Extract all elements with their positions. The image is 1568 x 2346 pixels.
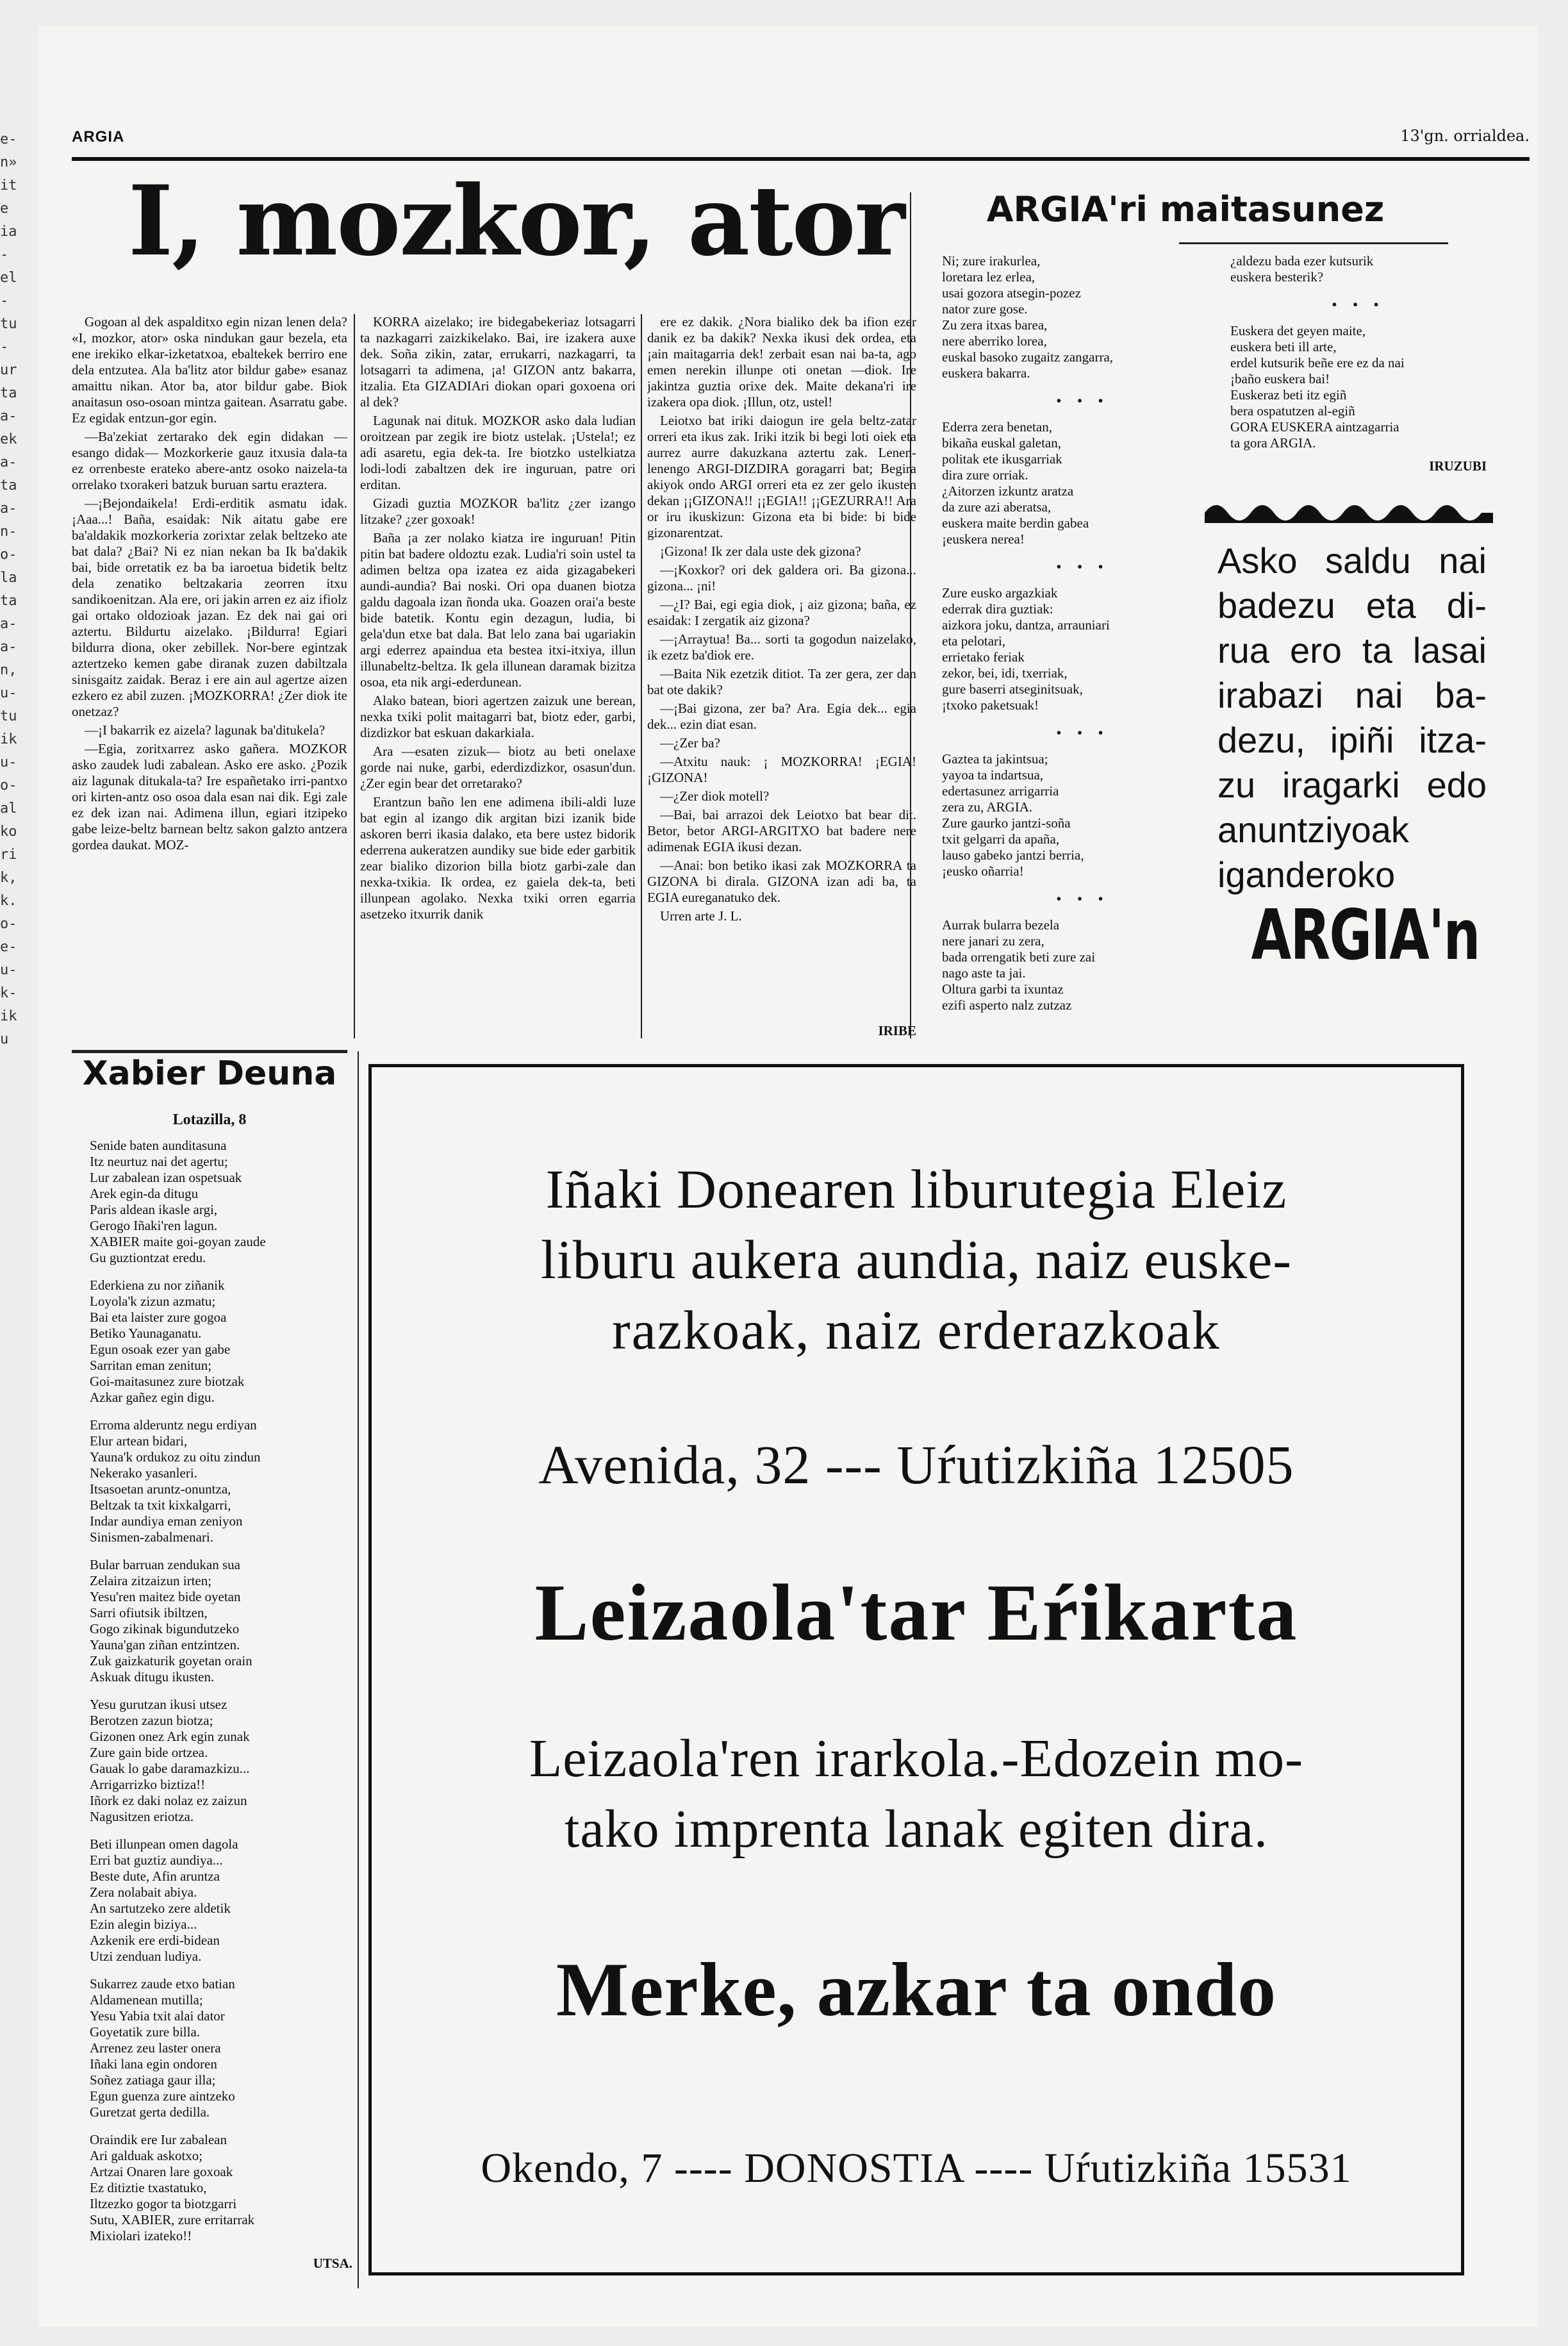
header-rule (72, 157, 1530, 161)
masthead: ARGIA (72, 128, 125, 146)
advert-line-3: razkoak, naiz erderazkoak (611, 1299, 1221, 1361)
paragraph: —Ba'zekiat zertarako dek egin didakan —esango didak— Mozkorkerie gauz itxusia dala-ta ez orrenbeste erateko abere-antz osoko naizela-ta orrelako txorakeri batzuk buruan sartu eraztera. (72, 429, 347, 492)
article-signature: IRIBE (878, 1023, 916, 1038)
article-column-2 (360, 314, 636, 1038)
decorative-wave-divider (1205, 494, 1493, 523)
stanza: ¿aldezu bada ezer kutsurik euskera besterik? (1230, 253, 1374, 285)
stanza: Beti illunpean omen dagola Erri bat guztiz aundiya... Beste dute, Afin aruntza Zera nolabait abiya. An sartutzeko zere aldetik Ezin alegin biziya... Azkenik ere erdi-bidean Utzi zenduan ludiya. (90, 1836, 238, 1964)
advert-text-line: iganderoko (1217, 854, 1396, 895)
stanza-separator: • • • (1056, 559, 1110, 574)
article-signature-box (647, 1019, 916, 1038)
stanza: Yesu gurutzan ikusi utsez Berotzen zazun biotza; Gizonen onez Ark egin zunak Zure gain bide ortzea. Gauak lo gabe daramazkizu... Arrigarrizko biztiza!! Iñork ez daki nolaz ez zaizun Nagusitzen eriotza. (90, 1697, 250, 1824)
paragraph: Urren arte J. L. (660, 908, 742, 924)
bookstore-printing-advert (368, 1064, 1464, 2275)
poem-title-argia: ARGIA'ri maitasunez (986, 189, 1385, 229)
column-rule (641, 314, 642, 1038)
paragraph: —¡I bakarrik ez aizela? lagunak ba'ditukela? (85, 722, 326, 738)
paragraph: Gizadi guztia MOZKOR ba'litz ¿zer izango litzake? ¿zer goxoak! (360, 495, 636, 527)
stanza: Bular barruan zendukan sua Zelaira zitzaizun irten; Yesu'ren maitez bide oyetan Sarri ofiutsik ibiltzen, Gogo zikinak bigundutzeko Yauna'gan ziñan entzintzen. Zuk gaizkaturik goyetan orain Askuak ditugu ikusten. (90, 1557, 252, 1685)
paragraph: KORRA aizelako; ire bidegabekeriaz lotsagarri ta nazkagarri zaizkikelako. Bai, ire izakera auxe dek. Soña zikin, zatar, errukarri, nazkagarri, ta lotsagarri ta adimena, ¡a! GIZON antz bakarra, itzalia. Eta GIZADIAri diokan opari goxoena ori al dek? (360, 314, 636, 410)
paragraph: —¿Zer ba? (660, 735, 720, 751)
paragraph: Alako batean, biori agertzen zaizuk une berean, nexka txiki polit maitagarri bat, biotz eder, garbi, dizdizkor bat eskuan dakarkiala. (360, 693, 636, 740)
stanza: Zure eusko argazkiak ederrak dira guztiak: aizkora joku, dantza, arrauniari eta pelotari, errietako feriak zekor, bei, idi, txerriak, gure baserri atseginitsuak, ¡txoko paketsuak! (942, 585, 1110, 713)
article-column-3 (647, 314, 916, 1019)
section-rule (72, 1050, 347, 1053)
advert-brand: ARGIA'n (1251, 895, 1480, 976)
column-rule (354, 314, 355, 1038)
stanza: Senide baten aunditasuna Itz neurtuz nai det agertu; Lur zabalean izan ospetsuak Arek egin-da ditugu Paris aldean ikasle argi, Gerogo Iñaki'ren lagun. XABIER maite goi-goyan zaude Gu guztiontzat eredu. (90, 1138, 266, 1265)
paragraph: —Anai: bon betiko ikasi zak MOZKORRA ta GIZONA bi dirala. GIZONA izan adi ba, ta EGIA eureganatuko dek. (647, 858, 916, 905)
paragraph: —Atxitu nauk: ¡ MOZKORRA! ¡EGIA! ¡GIZONA! (647, 754, 916, 785)
advert-company-name: Leizaola'tar Eŕikarta (534, 1568, 1298, 1658)
poem-argia-column-2 (1230, 253, 1487, 465)
stanza-separator: • • • (1056, 725, 1110, 740)
paragraph: Lagunak nai dituk. MOZKOR asko dala ludian oroitzean par zegik ire biotz ustelak. ¡Ustela!; ez adi asaretu, egia dek-ta. Ire biotzko ustelkiatza lodi-lodi zabaltzen dek ire inguruan, patre ori erditan. (360, 413, 636, 492)
paragraph: —¡Koxkor? ori dek galdera ori. Ba gizona... gizona... ¡ni! (647, 562, 916, 594)
stanza: Gaztea ta jakintsua; yayoa ta indartsua, edertasunez arrigarria zera zu, ARGIA. Zure gaurko jantzi-soña txit gelgarri da apaña, lauso gabeko jantzi berria, ¡eusko oñarria! (942, 751, 1084, 879)
poem-argia-signature: IRUZUBI (1429, 458, 1487, 474)
advert-text-line: irabazi nai ba- (1217, 675, 1487, 715)
article-title: I, mozkor, ator (128, 165, 904, 278)
paragraph: —Egia, zoritxarrez asko gañera. MOZKOR asko zaudek ludi zabalean. Asko ere asko. ¿Pozik aiz lagunak ditukala-ta? Ire españetako irri-pantxo ori kirten-antz oso osoa dala esan nai dik. Egi zale ez dek izan nai. Adimena illun, egiari itzipeko gabe leize-beltz barnean beltz sakon galzto antzera gordea daukat. MOZ- (72, 741, 347, 853)
paragraph: —¡Bejondaikela! Erdi-erditik asmatu idak. ¡Aaa...! Baña, esaidak: Nik aitatu gabe ere ba'aldakik mozkorkeria zorixtar zelak beltzeko ate bat dala? ¿Bai? Ni ez nian nekan ba Ik ba'dakik bai, bide orretatik ez ba ba iaroetua bidetik beltz dela zenatiko beltzakaria zeorren itxu sandikoenitzan. Ala ere, ori jakin arren ez aiz ifiolz gai ortako oldozioak jazan. Ez dek nai gai ori aztertu. Bildurtu aizelako. ¡Bildurra! Egiari bildurra diona, oker zebillek. Nor-bere egintzak aztertzeko kemen gabe diranak zuzen dabiltzala sinisgaitz zaidak. Beraz i ere ain aul agertze aizen ezkero ez abil zuzen. ¡MOZKORRA! ¿Zer diok ite onetzaz? (72, 495, 347, 719)
advert-line-7: tako imprenta lanak egiten dira. (565, 1799, 1268, 1859)
paragraph: —¡Bai gizona, zer ba? Ara. Egia dek... egia dek... ezin diat esan. (647, 701, 916, 732)
column-rule (358, 1051, 359, 2288)
advert-line-6: Leizaola'ren irarkola.-Edozein mo- (529, 1729, 1304, 1788)
advert-address-phone: Avenida, 32 --- Uŕutizkiña 12505 (538, 1434, 1294, 1495)
poem-xabier-body (90, 1138, 352, 2292)
page-number: 13'gn. orrialdea. (1400, 127, 1530, 145)
adjacent-page-bleed-text: e- n» ite ia- el- tu- ur ta a- ek a- ta a- n- o- la ta a- a- n, u- tu ik u- o- al ko ri k, k. o- e- u- k- ik u (0, 131, 17, 1047)
advert-text-line: rua ero ta lasai (1217, 630, 1487, 670)
poem-argia-column-1 (942, 253, 1224, 1035)
title-rule (1179, 242, 1448, 244)
paragraph: Leiotxo bat iriki daiogun ire gela beltz-zatar orreri eta ikus zak. Iriki itzik bi begi loti oiek eta aurrez aurre dakuzkana aztertu zak. Lenen-lenengo ARGI-DIZDIRA goragarri bat; Begira akiyok ondo ARGI orreri eta ez zer gelo ikusten dekan ¡¡GIZONA!! ¡¡EGIA!! ¡¡GEZURRA!! Ara or iru ikuskizun: Gizona eta bi bide: bi bide gizonarentzat. (647, 413, 916, 540)
advert-line-1: Iñaki Donearen liburutegia Eleiz (545, 1158, 1287, 1220)
stanza: Ni; zure irakurlea, loretara lez erlea, usai gozora atsegin-pozez nator zure gose. Zu zera itxas barea, nere aberriko lorea, euskal basoko zugaitz zangarra, euskera bakarra. (942, 253, 1114, 381)
advert-text-line: dezu, ipiñi itza- (1217, 720, 1487, 760)
advert-text-line: anuntziyoak (1217, 810, 1409, 850)
paragraph: —Bai, bai arrazoi dek Leiotxo bat bear dit. Betor, betor ARGI-ARGITXO bat badere nere adimenak EGIA ikusi dezan. (647, 807, 916, 854)
paragraph: ere ez dakik. ¿Nora bialiko dek ba ifion ezer danik ez ba dakik? Nexka ikusi dek ordea, eta ¡ain maitagarria dek! zerbait esan nai ba-ta, ago emen nerekin illunpe oti onetan —diok. Ire jakintza guztia orixe dek. Maite dekana'ri ire izakera opa diok. ¡Illun, otz, ustel! (647, 314, 916, 410)
stanza-separator: • • • (1056, 891, 1110, 906)
advert-footer-address: Okendo, 7 ---- DONOSTIA ---- Uŕutizkiña 15531 (481, 2145, 1352, 2192)
stanza: Erroma alderuntz negu erdiyan Elur artean bidari, Yauna'k ordukoz zu oitu zindun Nekerako yasanleri. Itsasoetan aruntz-onuntza, Beltzak ta txit kixkalgarri, Indar aundiya eman zeniyon Sinismen-zabalmenari. (90, 1417, 261, 1545)
paragraph: Erantzun baño len ene adimena ibili-aldi luze bat egin al izango dik argitan bizi izanik bide askoren berri ikasia dalako, eta bere ustez bidorik ederrena aukeratzen aundiky sue bide eder garbitik zear bialiko dizorion billa biotz garbi-zale dan nexka-txikia. Ik ordea, ez gaiela dek-ta, beti illunpean agolako. Nexka txiki orren egarria asetzeko itxurrik danik (360, 794, 636, 922)
stanza: Euskera det geyen maite, euskera beti ill arte, erdel kutsurik beñe ere ez da nai ¡baño euskera bai! Euskeraz beti itz egiñ bera ospatutzen al-egiñ GORA EUSKERA aintzagarria ta gora ARGIA. (1230, 323, 1405, 451)
poem-title-xabier: Xabier Deuna (82, 1054, 337, 1093)
paragraph: —¿Zer diok motell? (660, 788, 770, 804)
stanza-separator: • • • (1332, 297, 1385, 312)
article-column-1 (72, 314, 347, 1038)
paragraph: Baña ¡a zer nolako kiatza ire inguruan! Pitin pitin bat badere oldoztu ezak. Ludia'ri soin ustel ta adimen beltza opa izatea ez aida gizagabekeri aundi-aundia? Bai noski. Ori opa duanen biotza galdu dagoala izan ñonda uka. Goazen orai'a beste bide batetik. Kontu egin dezagun, ludia, bi gela'dun etxe bat dala. Bat lelo zana bai ugariakin argi ederrez apaindua eta bestea itxi-itxiya, illun illunabeltz-beltza. Ik gela illunean daramak bizitza osoa, eta nik argi-ederdunean. (360, 530, 636, 690)
advert-text-line: Asko saldu nai (1217, 540, 1487, 581)
poem-xabier-signature: UTSA. (313, 2256, 352, 2271)
poem-xabier-date: Lotazilla, 8 (172, 1111, 247, 1128)
stanza: Sukarrez zaude etxo batian Aldamenean mutilla; Yesu Yabia txit alai dator Goyetatik zure billa. Arrenez zeu laster onera Iñaki lana egin ondoren Soñez zatiaga gaur illa; Egun guenza zure aintzeko Guretzat gerta dedilla. (90, 1976, 235, 2120)
paragraph: Ara —esaten zizuk— biotz au beti onelaxe gorde nai nuke, garbi, ederdizdizkor, osasun'dun. ¿Zer egin bear det orretarako? (360, 744, 636, 791)
paragraph: —¿I? Bai, egi egia diok, ¡ aiz gizona; baña, ez esaidak: I zergatik aiz gizona? (647, 597, 916, 628)
stanza: Ederra zera benetan, bikaña euskal galetan, politak ete ikusgarriak dira zure orriak. ¿Aitorzen izkuntz aratza da zure azi aberatsa, euskera maite berdin gabea ¡euskera nerea! (942, 419, 1089, 547)
advert-slogan: Merke, azkar ta ondo (556, 1947, 1277, 2032)
stanza: Ederkiena zu nor ziñanik Loyola'k zizun azmatu; Bai eta laister zure gogoa Betiko Yaunaganatu. Egun osoak ezer yan gabe Sarritan eman zenitun; Goi-maitasunez zure biotzak Azkar gañez egin digu. (90, 1277, 245, 1405)
advert-text-line: badezu eta di- (1217, 585, 1487, 626)
stanza-separator: • • • (1056, 393, 1110, 408)
advert-text-line: zu iragarki edo (1217, 765, 1487, 805)
paragraph: —Baita Nik ezetzik ditiot. Ta zer gera, zer dan bat ote dakik? (647, 666, 916, 697)
small-advert (1217, 538, 1487, 974)
page-header (72, 122, 1530, 160)
stanza: Aurrak bularra bezela nere janari zu zera, bada orrengatik beti zure zai nago aste ta jai. Oltura garbi ta ixuntaz ezifi asperto nalz zutzaz (942, 917, 1096, 1013)
stanza: Oraindik ere Iur zabalean Ari galduak askotxo; Artzai Onaren lare goxoak Ez ditiztie txastatuko, Iltzezko gogor ta biotzgarri Sutu, XABIER, zure erritarrak Mixiolari izateko!! (90, 2132, 255, 2243)
paragraph: ¡Gizona! Ik zer dala uste dek gizona? (660, 544, 861, 559)
advert-line-2: liburu aukera aundia, naiz euske- (541, 1229, 1292, 1290)
paragraph: —¡Arraytua! Ba... sorti ta gogodun naizelako, ik ezetz ba'diok ere. (647, 631, 916, 663)
paragraph: Gogoan al dek aspalditxo egin nizan lenen dela? «I, mozkor, ator» oska nindukan gaur bezela, eta ene irekiko elkar-izketatxoa, ebaltekek berriro ene dela entzutea. Ala ba'litz ator bildur gabe» esanaz amaittu nikan. Ator ba, ator bildur gabe. Biok anaitasun oso-osoan mintza gaitean. Asarratu gabe. Ez egidak entzun-gor egin. (72, 314, 347, 426)
column-rule (910, 192, 911, 1038)
